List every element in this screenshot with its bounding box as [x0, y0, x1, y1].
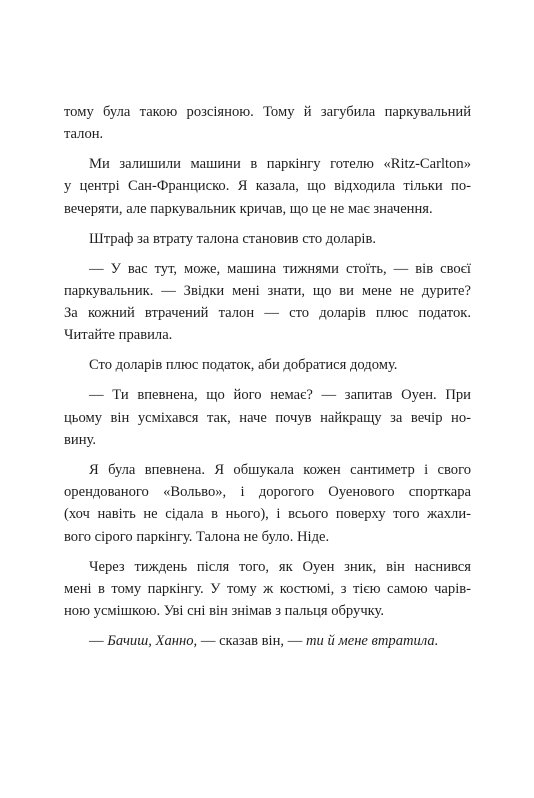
paragraph	[64, 101, 471, 146]
text-line: у центрі Сан-Франциско. Я казала, що відходила тільки по-	[64, 178, 471, 195]
text-line: — Ти впевнена, що його немає? — запитав Оуен. При	[89, 387, 471, 404]
paragraph	[64, 384, 471, 451]
text-line: Сто доларів плюс податок, аби добратися додому.	[89, 357, 398, 374]
text-line: ною усмішкою. Уві сні він знімав з пальця обручку.	[64, 603, 385, 620]
italic-speech: ти й мене втратила.	[305, 632, 439, 649]
paragraph	[64, 228, 471, 250]
paragraph	[64, 556, 471, 623]
text-line: Ми залишили машини в паркінгу готелю «Ritz-Carlton»	[89, 156, 471, 173]
text-line: Я була впевнена. Я обшукала кожен сантиметр і свого	[89, 461, 471, 478]
text-line: вину.	[64, 431, 96, 448]
text-line: Через тиждень після того, як Оуен зник, він наснився	[89, 558, 471, 575]
text-line	[64, 630, 471, 652]
text-line: вечеряти, але паркувальник кричав, що це не має значення.	[64, 200, 433, 217]
text-line: вого сірого паркінгу. Талона не було. Ніде.	[64, 528, 330, 545]
paragraph	[64, 153, 471, 220]
text-line: орендованого «Вольво», і дорогого Оуенового спорткара	[64, 484, 471, 501]
text-line: паркувальник. — Звідки мені знати, що ви мене не дурите?	[64, 282, 471, 299]
text-line: тому була такою розсіяною. Тому й загубила паркувальний	[64, 104, 471, 120]
text-line: мені в тому паркінгу. У тому ж костюмі, з тією самою чарів-	[64, 580, 471, 597]
text-line: За кожний втрачений талон — сто доларів плюс податок.	[64, 305, 471, 322]
italic-speech: Бачиш, Ханно,	[107, 632, 198, 649]
dialogue-dash: —	[89, 632, 108, 649]
text-line: цьому він усміхався так, наче почув найкращу за вечір но-	[64, 409, 471, 426]
text-line: — У вас тут, може, машина тижнями стоїть, — вів своєї	[89, 260, 471, 277]
paragraph	[64, 630, 471, 652]
text-line: Читайте правила.	[64, 327, 173, 344]
text-line: (хоч навіть не сідала в нього), і всього поверху того жахли-	[64, 506, 471, 523]
dialogue-attribution: — сказав він, —	[197, 632, 306, 649]
text-line: талон.	[64, 126, 104, 143]
paragraph	[64, 354, 471, 376]
paragraph	[64, 258, 471, 347]
body-text	[64, 101, 471, 660]
text-line: Штраф за втрату талона становив сто доларів.	[89, 230, 376, 247]
paragraph	[64, 459, 471, 548]
